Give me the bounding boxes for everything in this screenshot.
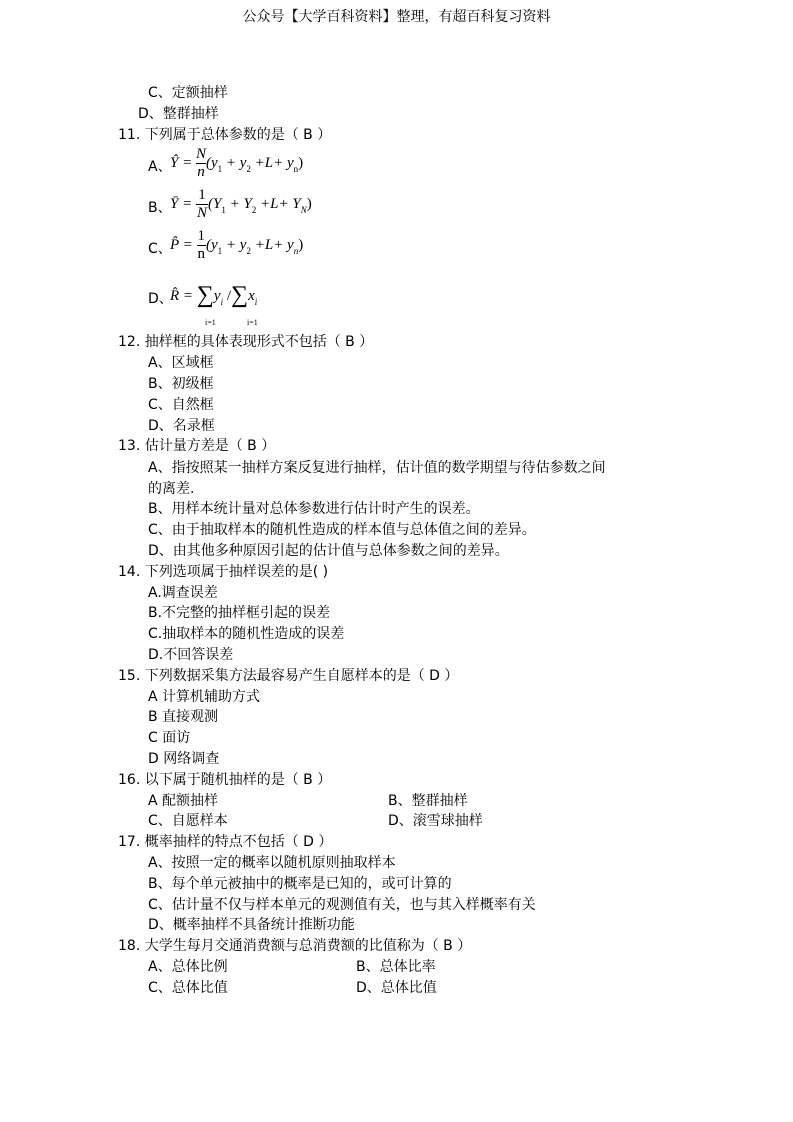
formula-q11b: Ȳ = $\frac{1}{N}$ $(Y_1 + Y_2 +L+ Y_N)$ (170, 187, 312, 221)
option-q12c: C、自然框 (148, 397, 214, 413)
fraction: $\frac{N}{n}$ (195, 146, 206, 180)
option-q16b: B、整群抽样 (388, 793, 468, 809)
option-q10c: C、定额抽样 (148, 85, 228, 101)
question-16: 16. 以下属于随机抽样的是（ B ） (118, 772, 332, 788)
option-q16c: C、自愿样本 (148, 813, 228, 829)
option-q16d: D、滚雪球抽样 (388, 813, 483, 829)
option-q17b: B、每个单元被抽中的概率是已知的，或可计算的 (148, 876, 452, 892)
fraction: $\frac{1}{n}$ (197, 228, 206, 262)
question-13: 13. 估计量方差是（ B ） (118, 438, 276, 454)
question-15: 15. 下列数据采集方法最容易产生自愿样本的是（ D ） (118, 668, 459, 684)
question-12: 12. 抽样框的具体表现形式不包括（ B ） (118, 334, 374, 350)
option-q13d: D、由其他多种原因引起的估计值与总体参数之间的差异。 (148, 543, 509, 559)
option-q11d-label: D、 (148, 291, 173, 307)
option-q14a: A.调查误差 (148, 585, 218, 601)
option-q18d: D、总体比值 (356, 980, 437, 996)
sum-limit: i=1 (247, 318, 258, 327)
question-18: 18. 大学生每月交通消费额与总消费额的比值称为（ B ） (118, 938, 472, 954)
formula-lhs: Ŷ = (170, 154, 193, 171)
option-q10d: D、整群抽样 (138, 106, 219, 122)
question-11: 11. 下列属于总体参数的是（ B ） (118, 127, 332, 143)
option-q13a-cont: 的离差. (148, 481, 195, 497)
formula-lhs: R̂ = (170, 288, 194, 304)
option-q18a: A、总体比例 (148, 959, 228, 975)
option-q17c: C、估计量不仅与样本单元的观测值有关，也与其入样概率有关 (148, 897, 536, 913)
formula-lhs: P̂ = (170, 236, 193, 253)
option-q14c: C.抽取样本的随机性造成的误差 (148, 626, 345, 642)
sum-symbol: ∑ (196, 282, 214, 308)
option-q11b-label: B、 (148, 200, 172, 216)
option-q12a: A、区域框 (148, 355, 214, 371)
option-q14d: D.不回答误差 (148, 647, 234, 663)
option-q11c-label: C、 (148, 241, 172, 257)
page-header: 公众号【大学百科资料】整理，有超百科复习资料 (242, 9, 551, 25)
option-q12d: D、名录框 (148, 418, 215, 434)
option-q16a: A 配额抽样 (148, 793, 219, 809)
formula-q11a: Ŷ = $\frac{N}{n}$ $(y_1 + y_2 +L+ y_n)$ (170, 146, 304, 180)
option-q14b: B.不完整的抽样框引起的误差 (148, 605, 331, 621)
option-q13b: B、用样本统计量对总体参数进行估计时产生的误差。 (148, 501, 480, 517)
option-q18b: B、总体比率 (356, 959, 436, 975)
question-14: 14. 下列选项属于抽样误差的是( ) (118, 564, 329, 580)
formula-q11d: R̂ = $\sum y_i$ $/\sum x_i$ i=1 i=1 (170, 282, 258, 327)
option-q13c: C、由于抽取样本的随机性造成的样本值与总体值之间的差异。 (148, 522, 536, 538)
sum-limit: i=1 (205, 318, 216, 327)
option-q15a: A 计算机辅助方式 (148, 689, 261, 705)
option-q15d: D 网络调查 (148, 751, 220, 767)
question-17: 17. 概率抽样的特点不包括（ D ） (118, 834, 333, 850)
option-q11a-label: A、 (148, 159, 172, 175)
option-q13a: A、指按照某一抽样方案反复进行抽样，估计值的数学期望与待估参数之间 (148, 460, 606, 476)
option-q15c: C 面访 (148, 730, 191, 746)
formula-lhs: Ȳ = (170, 195, 193, 212)
formula-q11c: P̂ = $\frac{1}{n}$ $(y_1 + y_2 +L+ y_n)$ (170, 228, 304, 262)
option-q18c: C、总体比值 (148, 980, 228, 996)
option-q15b: B 直接观测 (148, 709, 219, 725)
option-q12b: B、初级框 (148, 376, 214, 392)
option-q17a: A、按照一定的概率以随机原则抽取样本 (148, 855, 396, 871)
sum-symbol: ∑ (231, 282, 249, 308)
option-q17d: D、概率抽样不具备统计推断功能 (148, 917, 355, 933)
fraction: $\frac{1}{N}$ (196, 187, 207, 221)
